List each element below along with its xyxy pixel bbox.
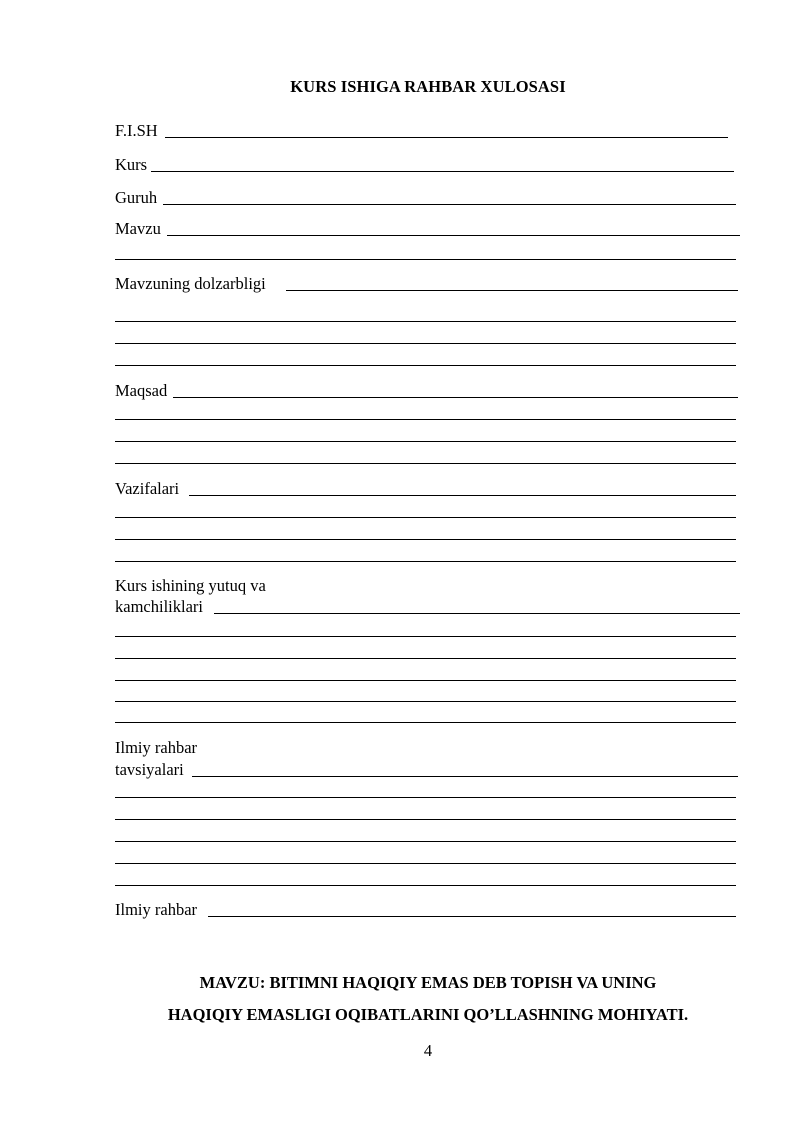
dolzarbligi-label: Mavzuning dolzarbligi xyxy=(115,274,266,293)
tavsiyalari-extra-line[interactable] xyxy=(115,819,736,820)
guruh-field[interactable] xyxy=(163,204,736,205)
kamchiliklari-extra-line[interactable] xyxy=(115,658,736,659)
rahbar-label: Ilmiy rahbar xyxy=(115,900,198,919)
vazifalari-extra-line[interactable] xyxy=(115,517,736,518)
mavzu-extra-line[interactable] xyxy=(115,259,736,260)
dolzarbligi-extra-line[interactable] xyxy=(115,343,736,344)
maqsad-extra-line[interactable] xyxy=(115,441,736,442)
vazifalari-label: Vazifalari xyxy=(115,479,180,498)
kamchiliklari-field[interactable] xyxy=(214,613,740,614)
vazifalari-field[interactable] xyxy=(189,495,736,496)
rahbar-signature-field[interactable] xyxy=(208,916,736,917)
mavzu-label: Mavzu xyxy=(115,219,161,238)
dolzarbligi-extra-line[interactable] xyxy=(115,365,736,366)
page-number: 4 xyxy=(423,1041,433,1060)
maqsad-extra-line[interactable] xyxy=(115,419,736,420)
tavsiyalari-extra-line[interactable] xyxy=(115,797,736,798)
tavsiyalari-extra-line[interactable] xyxy=(115,885,736,886)
tavsiyalari-label: tavsiyalari xyxy=(115,760,184,779)
maqsad-label: Maqsad xyxy=(115,381,168,400)
tavsiyalari-field[interactable] xyxy=(192,776,738,777)
topic-line-1: MAVZU: BITIMNI HAQIQIY EMAS DEB TOPISH VA UNING xyxy=(199,973,657,992)
kamchiliklari-label: kamchiliklari xyxy=(115,597,203,616)
mavzu-field[interactable] xyxy=(167,235,740,236)
kurs-field[interactable] xyxy=(151,171,734,172)
kamchiliklari-extra-line[interactable] xyxy=(115,636,736,637)
vazifalari-extra-line[interactable] xyxy=(115,539,736,540)
ilmiy-rahbar-label: Ilmiy rahbar xyxy=(115,738,198,757)
kurs-label: Kurs xyxy=(115,155,148,174)
vazifalari-extra-line[interactable] xyxy=(115,561,736,562)
dolzarbligi-extra-line[interactable] xyxy=(115,321,736,322)
kamchiliklari-extra-line[interactable] xyxy=(115,701,736,702)
kamchiliklari-extra-line[interactable] xyxy=(115,722,736,723)
yutuq-label: Kurs ishining yutuq va xyxy=(115,576,266,595)
fish-field[interactable] xyxy=(165,137,728,138)
topic-line-2: HAQIQIY EMASLIGI OQIBATLARINI QO’LLASHNING MOHIYATI. xyxy=(167,1005,689,1024)
fish-label: F.I.SH xyxy=(115,121,158,140)
guruh-label: Guruh xyxy=(115,188,158,207)
tavsiyalari-extra-line[interactable] xyxy=(115,841,736,842)
dolzarbligi-field[interactable] xyxy=(286,290,738,291)
kamchiliklari-extra-line[interactable] xyxy=(115,680,736,681)
tavsiyalari-extra-line[interactable] xyxy=(115,863,736,864)
page-title: KURS ISHIGA RAHBAR XULOSASI xyxy=(290,77,566,96)
maqsad-field[interactable] xyxy=(173,397,738,398)
maqsad-extra-line[interactable] xyxy=(115,463,736,464)
